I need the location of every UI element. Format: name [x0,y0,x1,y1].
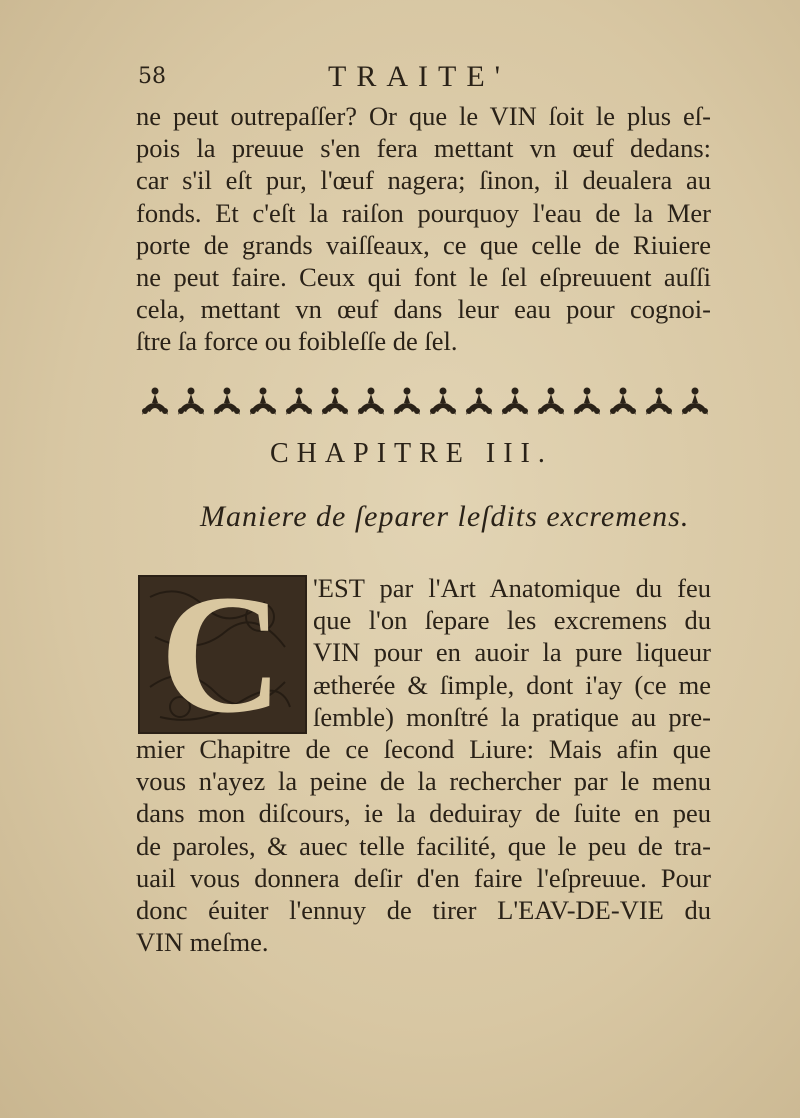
fleuron-icon [428,385,458,419]
fleuron-icon [140,385,170,419]
fleuron-icon [608,385,638,419]
text-line: donc éuiter l'ennuy de tirer L'EAV-DE-VIE du [136,894,711,925]
text-line: ne peut faire. Ceux qui font le ſel eſpreuuent auſſi [136,261,711,292]
section-title: Maniere de ſeparer leſdits excremens. [200,500,690,533]
text-line: ne peut outrepaſſer? Or que le VIN ſoit le plus eſ- [136,101,711,131]
full-width-text [136,733,711,958]
text-line: fonds. Et c'eſt la raiſon pourquoy l'eau de la Mer [136,197,711,228]
initial-letter: C [160,560,283,748]
fleuron-icon [644,385,674,419]
fleuron-icon [392,385,422,419]
text-line: ſemble) monſtré la pratique au pre- [313,701,711,732]
text-line: cela, mettant vn œuf dans leur eau pour cognoi- [136,294,711,325]
text-line: porte de grands vaiſſeaux, ce que celle de Riuiere [136,229,711,260]
text-line: pois la preuue s'en fera mettant vn œuf dedans: [136,133,711,164]
text-line: ætherée & ſimple, dont i'ay (ce me [313,669,711,700]
fleuron-icon [212,385,242,419]
fleuron-icon [356,385,386,419]
fleuron-icon [176,385,206,419]
fleuron-icon [500,385,530,419]
text-line: uail vous donnera deſir d'en faire l'eſpreuue. Pour [136,862,711,893]
text-line: mier Chapitre de ce ſecond Liure: Mais afin que [136,734,711,764]
text-line: ſtre ſa force ou foibleſſe de ſel. [136,326,458,357]
text-line: 'EST par l'Art Anatomique du feu [313,573,711,603]
fleuron-icon [248,385,278,419]
fleuron-icon [680,385,710,419]
chapter-title: CHAPITRE III. [270,438,553,469]
fleuron-icon [536,385,566,419]
decorated-initial [138,560,307,748]
text-line: que l'on ſepare les excremens du [313,605,711,636]
running-head: TRAITE' [328,60,511,93]
text-line: vous n'ayez la peine de la rechercher par le menu [136,766,711,797]
page-number: 58 [138,64,166,89]
text-line: VIN meſme. [136,927,269,958]
fleuron-ornament-band [140,382,710,422]
fleuron-icon [320,385,350,419]
indented-text [313,572,711,733]
fleuron-icon [572,385,602,419]
fleuron-icon [284,385,314,419]
text-line: car s'il eſt pur, l'œuf nagera; ſinon, il deualera au [136,165,711,196]
fleuron-icon [464,385,494,419]
top-paragraph [136,100,711,358]
page-header [138,60,708,100]
text-line: de paroles, & auec telle facilité, que le peu de tra- [136,830,711,861]
text-line: VIN pour en auoir la pure liqueur [313,637,711,668]
text-line: dans mon diſcours, ie la deduiray de ſuite en peu [136,798,711,829]
